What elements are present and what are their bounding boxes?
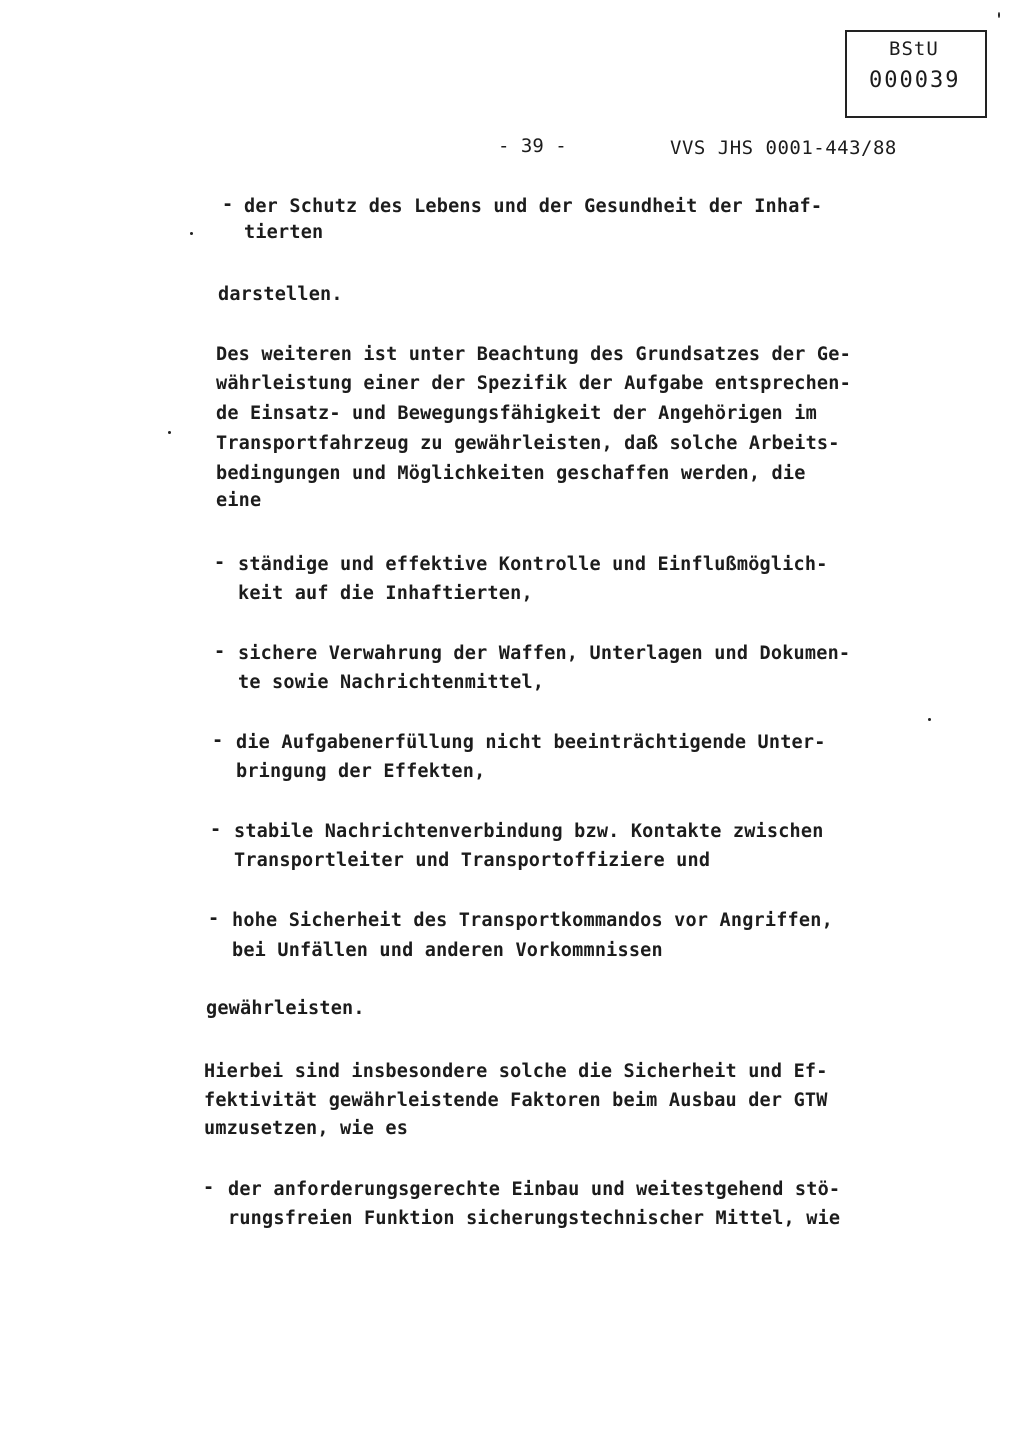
text-line: Transportleiter und Transportoffiziere und xyxy=(234,850,711,871)
bullet-dash: - xyxy=(208,908,220,929)
bullet-dash: - xyxy=(214,641,226,662)
text-line: ständige und effektive Kontrolle und Einflußmöglich- xyxy=(238,554,828,575)
bullet-dash: - xyxy=(210,819,222,840)
text-line: umzusetzen, wie es xyxy=(204,1118,409,1139)
text-line: te sowie Nachrichtenmittel, xyxy=(238,672,545,693)
bullet-dash: - xyxy=(222,194,234,215)
text-line: rungsfreien Funktion sicherungstechnischer Mittel, wie xyxy=(228,1208,841,1229)
text-line: währleistung einer der Spezifik der Aufgabe entsprechen- xyxy=(216,373,851,394)
text-line: gewährleisten. xyxy=(206,998,365,1019)
text-line: darstellen. xyxy=(218,284,343,305)
archive-stamp xyxy=(845,30,987,118)
scan-speck xyxy=(928,718,931,721)
text-line: Des weiteren ist unter Beachtung des Grundsatzes der Ge- xyxy=(216,344,851,365)
text-line: der anforderungsgerechte Einbau und weitestgehend stö- xyxy=(228,1179,841,1200)
text-line: hohe Sicherheit des Transportkommandos vor Angriffen, xyxy=(232,910,833,931)
bullet-dash: - xyxy=(214,552,226,573)
text-line: Hierbei sind insbesondere solche die Sicherheit und Ef- xyxy=(204,1061,828,1082)
text-line: bringung der Effekten, xyxy=(236,761,486,782)
text-line: sichere Verwahrung der Waffen, Unterlagen und Dokumen- xyxy=(238,643,851,664)
text-line: fektivität gewährleistende Faktoren beim Ausbau der GTW xyxy=(204,1090,828,1111)
text-line: stabile Nachrichtenverbindung bzw. Kontakte zwischen xyxy=(234,821,824,842)
text-line: der Schutz des Lebens und der Gesundheit der Inhaf- xyxy=(244,196,823,217)
text-line: Transportfahrzeug zu gewährleisten, daß solche Arbeits- xyxy=(216,433,840,454)
text-line: keit auf die Inhaftierten, xyxy=(238,583,533,604)
text-line: de Einsatz- und Bewegungsfähigkeit der Angehörigen im xyxy=(216,403,817,424)
scan-speck xyxy=(190,232,193,235)
text-line: bedingungen und Möglichkeiten geschaffen werden, die xyxy=(216,463,806,484)
scan-speck xyxy=(168,431,171,434)
text-line: eine xyxy=(216,490,262,511)
text-line: tierten xyxy=(244,222,324,243)
bullet-dash: - xyxy=(212,730,224,751)
text-line: bei Unfällen und anderen Vorkommnissen xyxy=(232,940,663,961)
page-number: - 39 - xyxy=(498,135,567,157)
stamp-label: BStU xyxy=(889,38,939,60)
bullet-dash: - xyxy=(203,1177,215,1198)
text-line: die Aufgabenerfüllung nicht beeinträchtigende Unter- xyxy=(236,732,826,753)
document-reference: VVS JHS 0001-443/88 xyxy=(670,137,897,159)
scan-speck xyxy=(998,12,1000,18)
stamp-number: 000039 xyxy=(869,68,961,93)
